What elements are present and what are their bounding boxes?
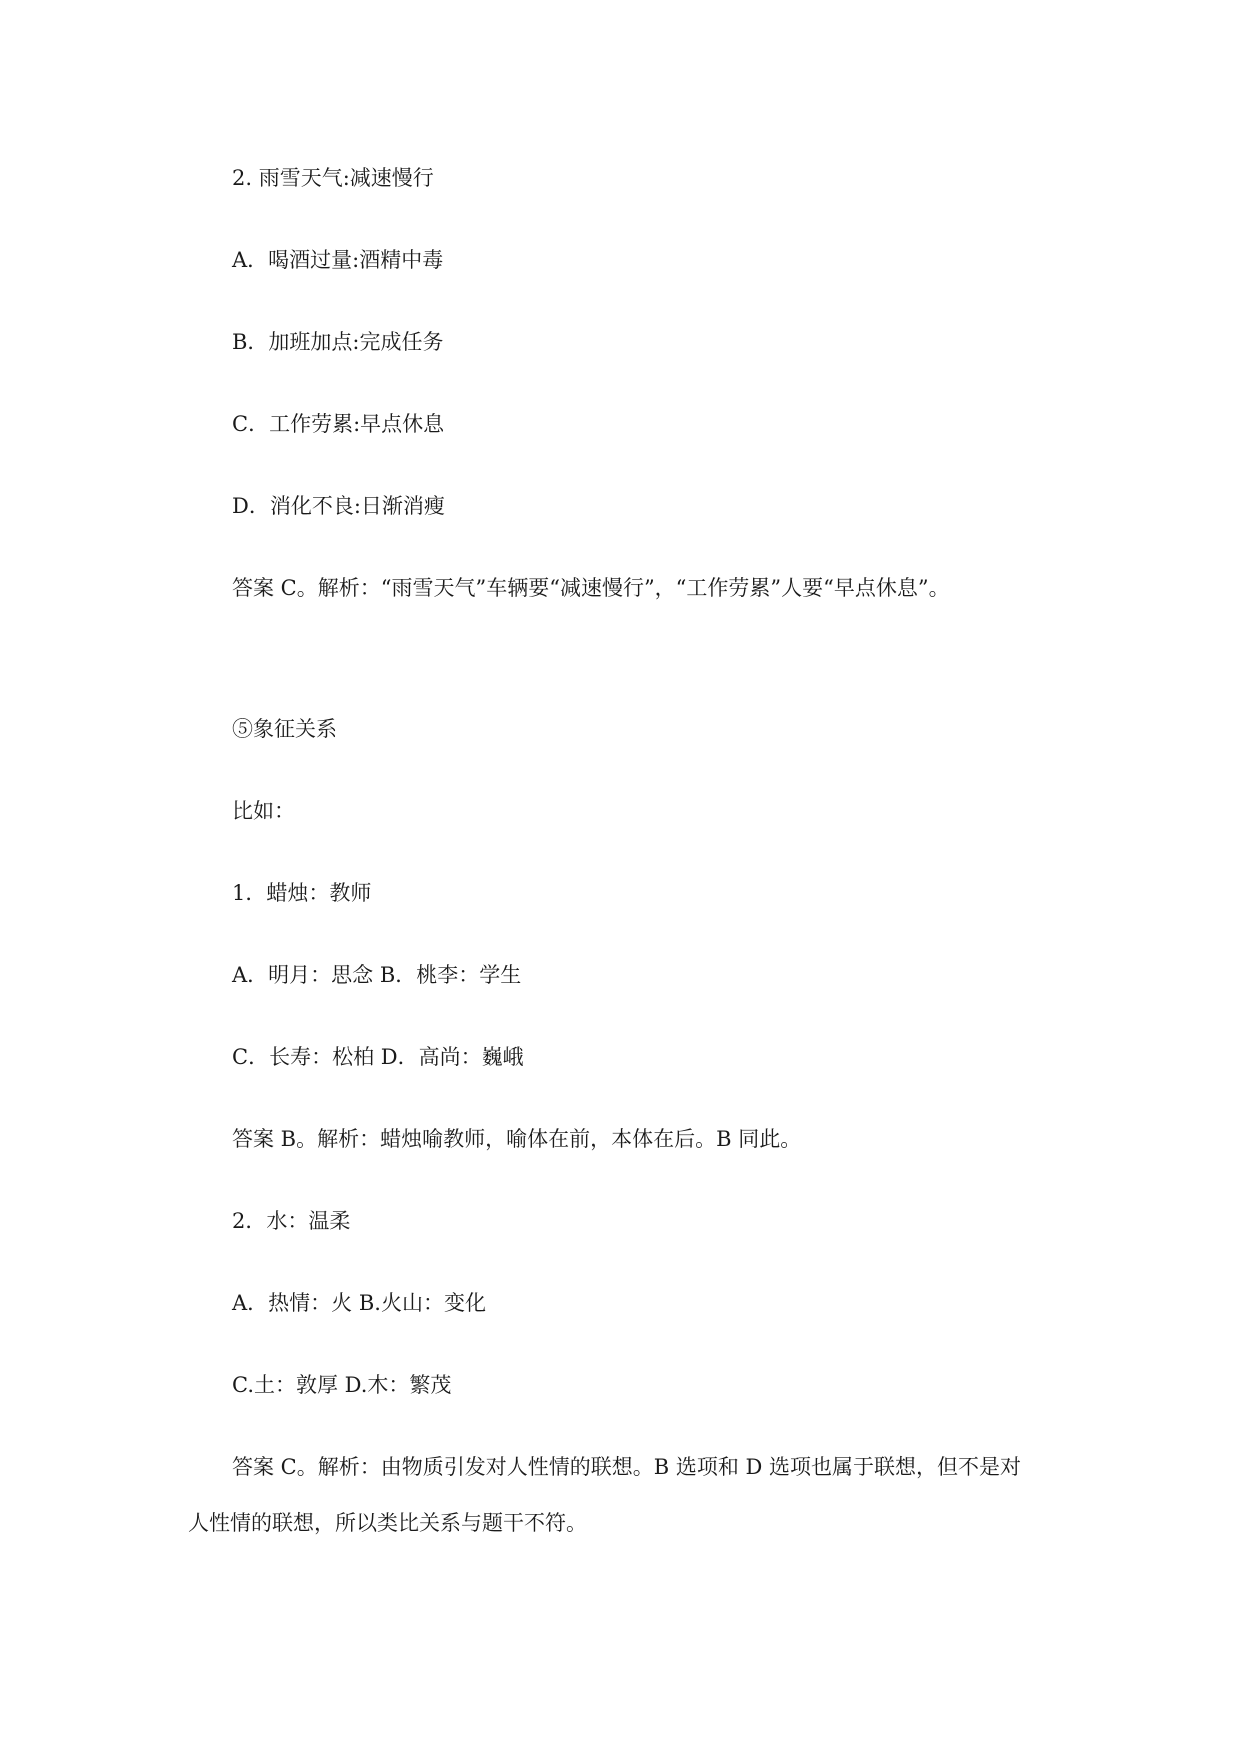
question-2-options-cd: C.土：敦厚 D.木：繁茂	[232, 1373, 452, 1397]
question-2-stem: 2．水：温柔	[232, 1209, 351, 1233]
question-2-answer-line-2: 人性情的联想，所以类比关系与题干不符。	[188, 1511, 587, 1535]
option-a: A．喝酒过量:酒精中毒	[232, 248, 444, 272]
question-2-options-ab: A．热情：火 B.火山：变化	[232, 1291, 486, 1315]
question-1-options-ab: A．明月：思念 B．桃李：学生	[232, 963, 522, 987]
option-d: D．消化不良:日渐消瘦	[232, 494, 445, 518]
section-heading: ⑤象征关系	[232, 717, 337, 741]
question-1-stem: 1．蜡烛：教师	[232, 881, 372, 905]
answer-explanation: 答案 C。解析：“雨雪天气”车辆要“减速慢行”，“工作劳累”人要“早点休息”。	[232, 576, 950, 600]
question-1-answer: 答案 B。解析：蜡烛喻教师，喻体在前，本体在后。B 同此。	[232, 1127, 802, 1151]
option-c: C．工作劳累:早点休息	[232, 412, 445, 436]
option-b: B．加班加点:完成任务	[232, 330, 444, 354]
question-1-options-cd: C．长寿：松柏 D．高尚：巍峨	[232, 1045, 524, 1069]
intro-text: 比如：	[232, 799, 295, 823]
question-2-stem: 2. 雨雪天气:减速慢行	[232, 166, 434, 190]
question-2-answer-line-1: 答案 C。解析：由物质引发对人性情的联想。B 选项和 D 选项也属于联想，但不是对	[232, 1455, 1022, 1479]
